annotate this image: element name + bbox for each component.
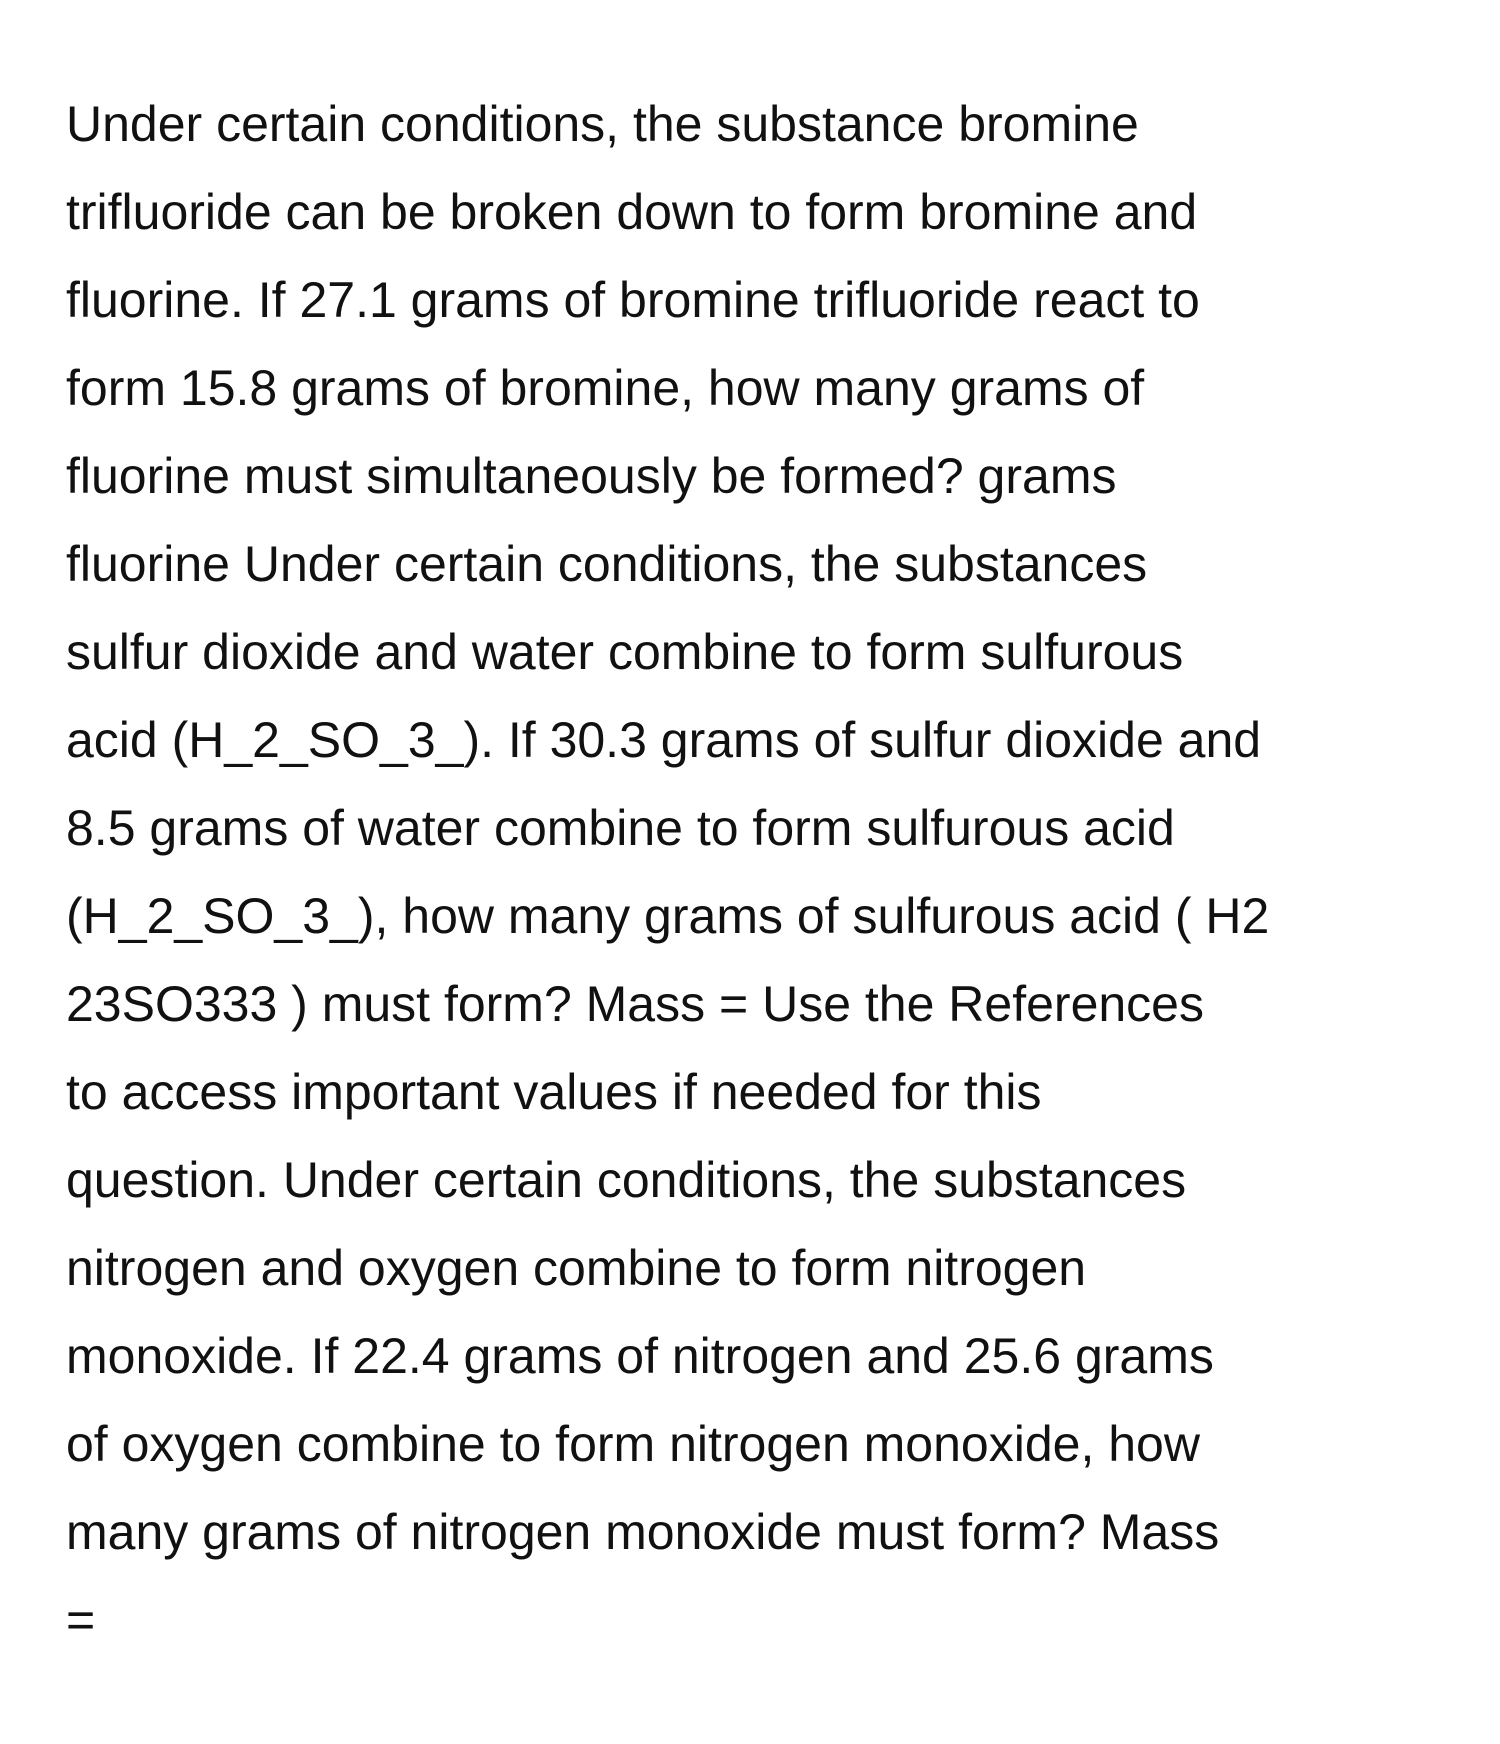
text-line: monoxide. If 22.4 grams of nitrogen and 25.6 grams bbox=[66, 1328, 1214, 1384]
text-line: = bbox=[66, 1592, 96, 1648]
question-text bbox=[66, 80, 1446, 1664]
text-line: sulfur dioxide and water combine to form sulfurous bbox=[66, 624, 1184, 680]
text-line: fluorine must simultaneously be formed? grams bbox=[66, 448, 1117, 504]
text-line: many grams of nitrogen monoxide must form? Mass bbox=[66, 1504, 1220, 1560]
text-line: fluorine Under certain conditions, the substances bbox=[66, 536, 1148, 592]
text-line: trifluoride can be broken down to form bromine and bbox=[66, 184, 1198, 240]
text-line: 23SO333 ) must form? Mass = Use the References bbox=[66, 976, 1204, 1032]
text-line: of oxygen combine to form nitrogen monoxide, how bbox=[66, 1416, 1200, 1472]
text-line: acid (H_2_SO_3_). If 30.3 grams of sulfur dioxide and bbox=[66, 712, 1262, 768]
text-line: 8.5 grams of water combine to form sulfurous acid bbox=[66, 800, 1175, 856]
text-line: (H_2_SO_3_), how many grams of sulfurous acid ( H2 bbox=[66, 888, 1270, 944]
text-line: form 15.8 grams of bromine, how many grams of bbox=[66, 360, 1145, 416]
text-line: nitrogen and oxygen combine to form nitrogen bbox=[66, 1240, 1087, 1296]
text-line: fluorine. If 27.1 grams of bromine trifluoride react to bbox=[66, 272, 1200, 328]
text-line: to access important values if needed for this bbox=[66, 1064, 1042, 1120]
text-line: question. Under certain conditions, the substances bbox=[66, 1152, 1187, 1208]
text-line: Under certain conditions, the substance bromine bbox=[66, 96, 1139, 152]
